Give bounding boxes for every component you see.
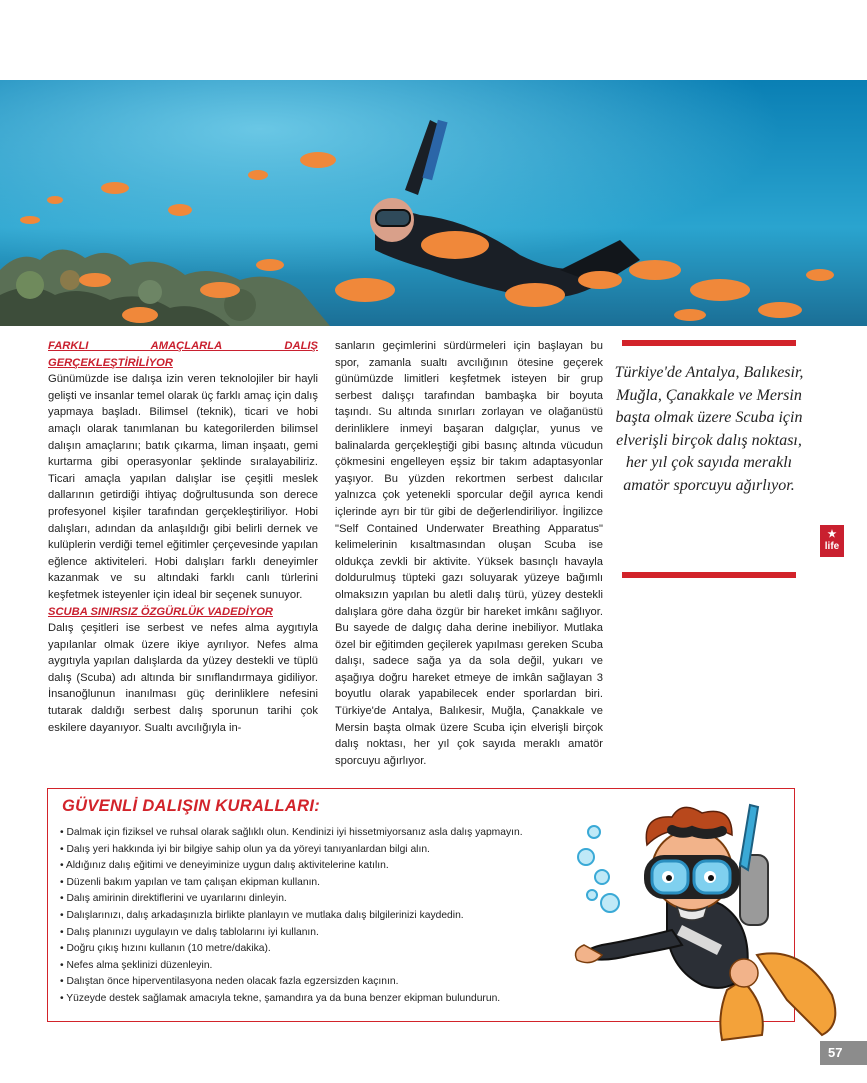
list-item: • Dalışlarınızı, dalış arkadaşınızla birlikte planlayın ve mutlaka dalış bilgilerinizi kaydedin. — [60, 908, 523, 925]
list-item: • Düzenli bakım yapılan ve tam çalışan ekipman kullanın. — [60, 875, 523, 892]
list-item: • Dalış yeri hakkında iyi bir bilgiye sahip olun ya da yöreyi tanıyanlardan bilgi alın. — [60, 842, 523, 859]
hero-photo — [0, 80, 867, 326]
list-item: • Yüzeyde destek sağlamak amacıyla tekne, şamandıra ya da buna benzer ekipman bulundurun. — [60, 991, 523, 1008]
badge-star-icon: ★ — [827, 529, 837, 540]
list-item: • Dalıştan önce hiperventilasyona neden olacak fazla egzersizden kaçının. — [60, 974, 523, 991]
text-column-2 — [335, 338, 603, 769]
underwater-scene-image — [0, 80, 867, 326]
list-item: • Doğru çıkış hızını kullanın (10 metre/dakika). — [60, 941, 523, 958]
badge-label: life — [824, 541, 840, 552]
list-item: • Dalış planınızı uygulayın ve dalış tablolarını iyi kullanın. — [60, 925, 523, 942]
pull-quote — [614, 340, 804, 580]
cartoon-diver-illustration — [572, 795, 860, 1042]
safety-rules-title: GÜVENLİ DALIŞIN KURALLARI: — [62, 797, 321, 815]
list-item: • Dalış amirinin direktiflerini ve uyarılarını dinleyin. — [60, 891, 523, 908]
section-heading-purposes: FARKLI AMAÇLARLA DALIŞ GERÇEKLEŞTİRİLİYOR — [48, 340, 318, 369]
section-body-purposes: Günümüzde ise dalışa izin veren teknolojiler bir hayli gelişti ve insanlar temel olarak üç farklı amaç için dalış yapmaya başladı. Bilimsel (teknik), ticari ve hobi amaçlı olarak tanımlanan bu kategorilerden bilimsel dalışın amaçlarını; batık çıkarma, liman inşaatı, gemi kurtarma gibi operasyonlar şeklinde sıralayabiliriz. Ticari amaçla yapılan dalışlar ise çeşitli meslek dallarının getirdiği ihtiyaç doğrultusunda son derece profesyonel kişiler tarafından gerçekleştiriliyor. Hobi dalışları, adından da anlaşıldığı gibi belirli dernek ve kulüplerin verdiği temel eğitimler çerçevesinde yapılan eğlence aktiviteleri. Hobi dalışları farklı deneyimler kazanmak ve su altındaki farklı canlı türlerini keşfetmek isteyenler için ideal bir seçenek sunuyor. — [48, 373, 318, 601]
pull-quote-text: Türkiye'de Antalya, Balıkesir, Muğla, Çanakkale ve Mersin başta olmak üzere Scuba için elverişli birçok dalış noktası, her yıl çok sayıda meraklı amatör sporcuyu ağırlıyor. — [614, 364, 804, 494]
section-body-scuba-part1: Dalış çeşitleri ise serbest ve nefes alma aygıtıyla yapılanlar olmak üzere ikiye ayrılıyor. Nefes alma aygıtıyla yapılan dalışlarda da yüzey destekli ve tüplü dalış (Scuba) adı altında bir sınıflandırmaya gidiliyor. İnsanoğlunun inanılması güç derinliklere nefesini tutarak daldığı serbest dalış sporunun tarihi çok eskilere dayanıyor. Sualtı avcılığıyla in- — [48, 622, 318, 734]
page-number: 57 — [828, 1045, 843, 1060]
section-heading-scuba: SCUBA SINIRSIZ ÖZGÜRLÜK VADEDİYOR — [48, 605, 273, 618]
pull-quote-top-rule — [622, 340, 796, 346]
list-item: • Nefes alma şeklinizi düzenleyin. — [60, 958, 523, 975]
page-number-tab — [820, 1041, 867, 1065]
list-item: • Aldığınız dalış eğitimi ve deneyiminize uygun dalış aktivitelerine katılın. — [60, 858, 523, 875]
safety-rules-list — [60, 825, 523, 1008]
list-item: • Dalmak için fiziksel ve ruhsal olarak sağlıklı olun. Kendinizi iyi hissetmiyorsanız asla dalış yapmayın. — [60, 825, 523, 842]
section-body-scuba-part2: sanların geçimlerini sürdürmeleri için başlayan bu spor, zamanla sualtı avcılığının ötesine geçerek günümüzde limitleri keşfetmek isteyen bir grup serbest dalışçı tarafından bambaşka bir boyuta taşındı. Su altında sınırları zorlayan ve olağanüstü derinliklere inmeyi başaran dalgıçlar, yunus ve balinalarda gerçekleştiği gibi basınç altında vücudun çökmesini engelleyen eşsiz bir takım adaptasyonlar yaşıyor. Bu yüzden rekortmen serbest dalıcılar yalnızca çok yetenekli sporcular değil ayrıca kendi içlerinde ayrı bir tür gibi de değerlendiriliyor. İngilizce "Self Contained Underwater Breathing Apparatus" kelimelerinin kısaltmasından oluşan Scuba ise oldukça zevkli bir aktivite. Yüksek basınçlı havayla doldurulmuş tüpteki gazı soluyarak yüzeye bağımlı olmaksızın yapılan bu aletli dalış türü, yüzey destekli dalışlara göre daha özgür bir hareket imkânı sağlıyor. Bu sayede de dalgıç daha derine inebiliyor. Mutlaka özel bir eğitimden geçilerek yapılması gereken Scuba dalışı, sadece sağa ya da sola değil, yukarı ve aşağıya doğru hareket etmeye de imkân sağlayan 3 boyutlu olarak yapabilecek ender sporlardan biri. Türkiye'de Antalya, Balıkesir, Muğla, Çanakkale ve Mersin başta olmak üzere Scuba için elverişli birçok dalış noktası, her yıl çok sayıda meraklı amatör sporcuyu ağırlıyor. — [335, 340, 603, 767]
life-section-badge — [820, 525, 844, 557]
text-column-1 — [48, 338, 318, 736]
pull-quote-bottom-rule — [622, 572, 796, 578]
